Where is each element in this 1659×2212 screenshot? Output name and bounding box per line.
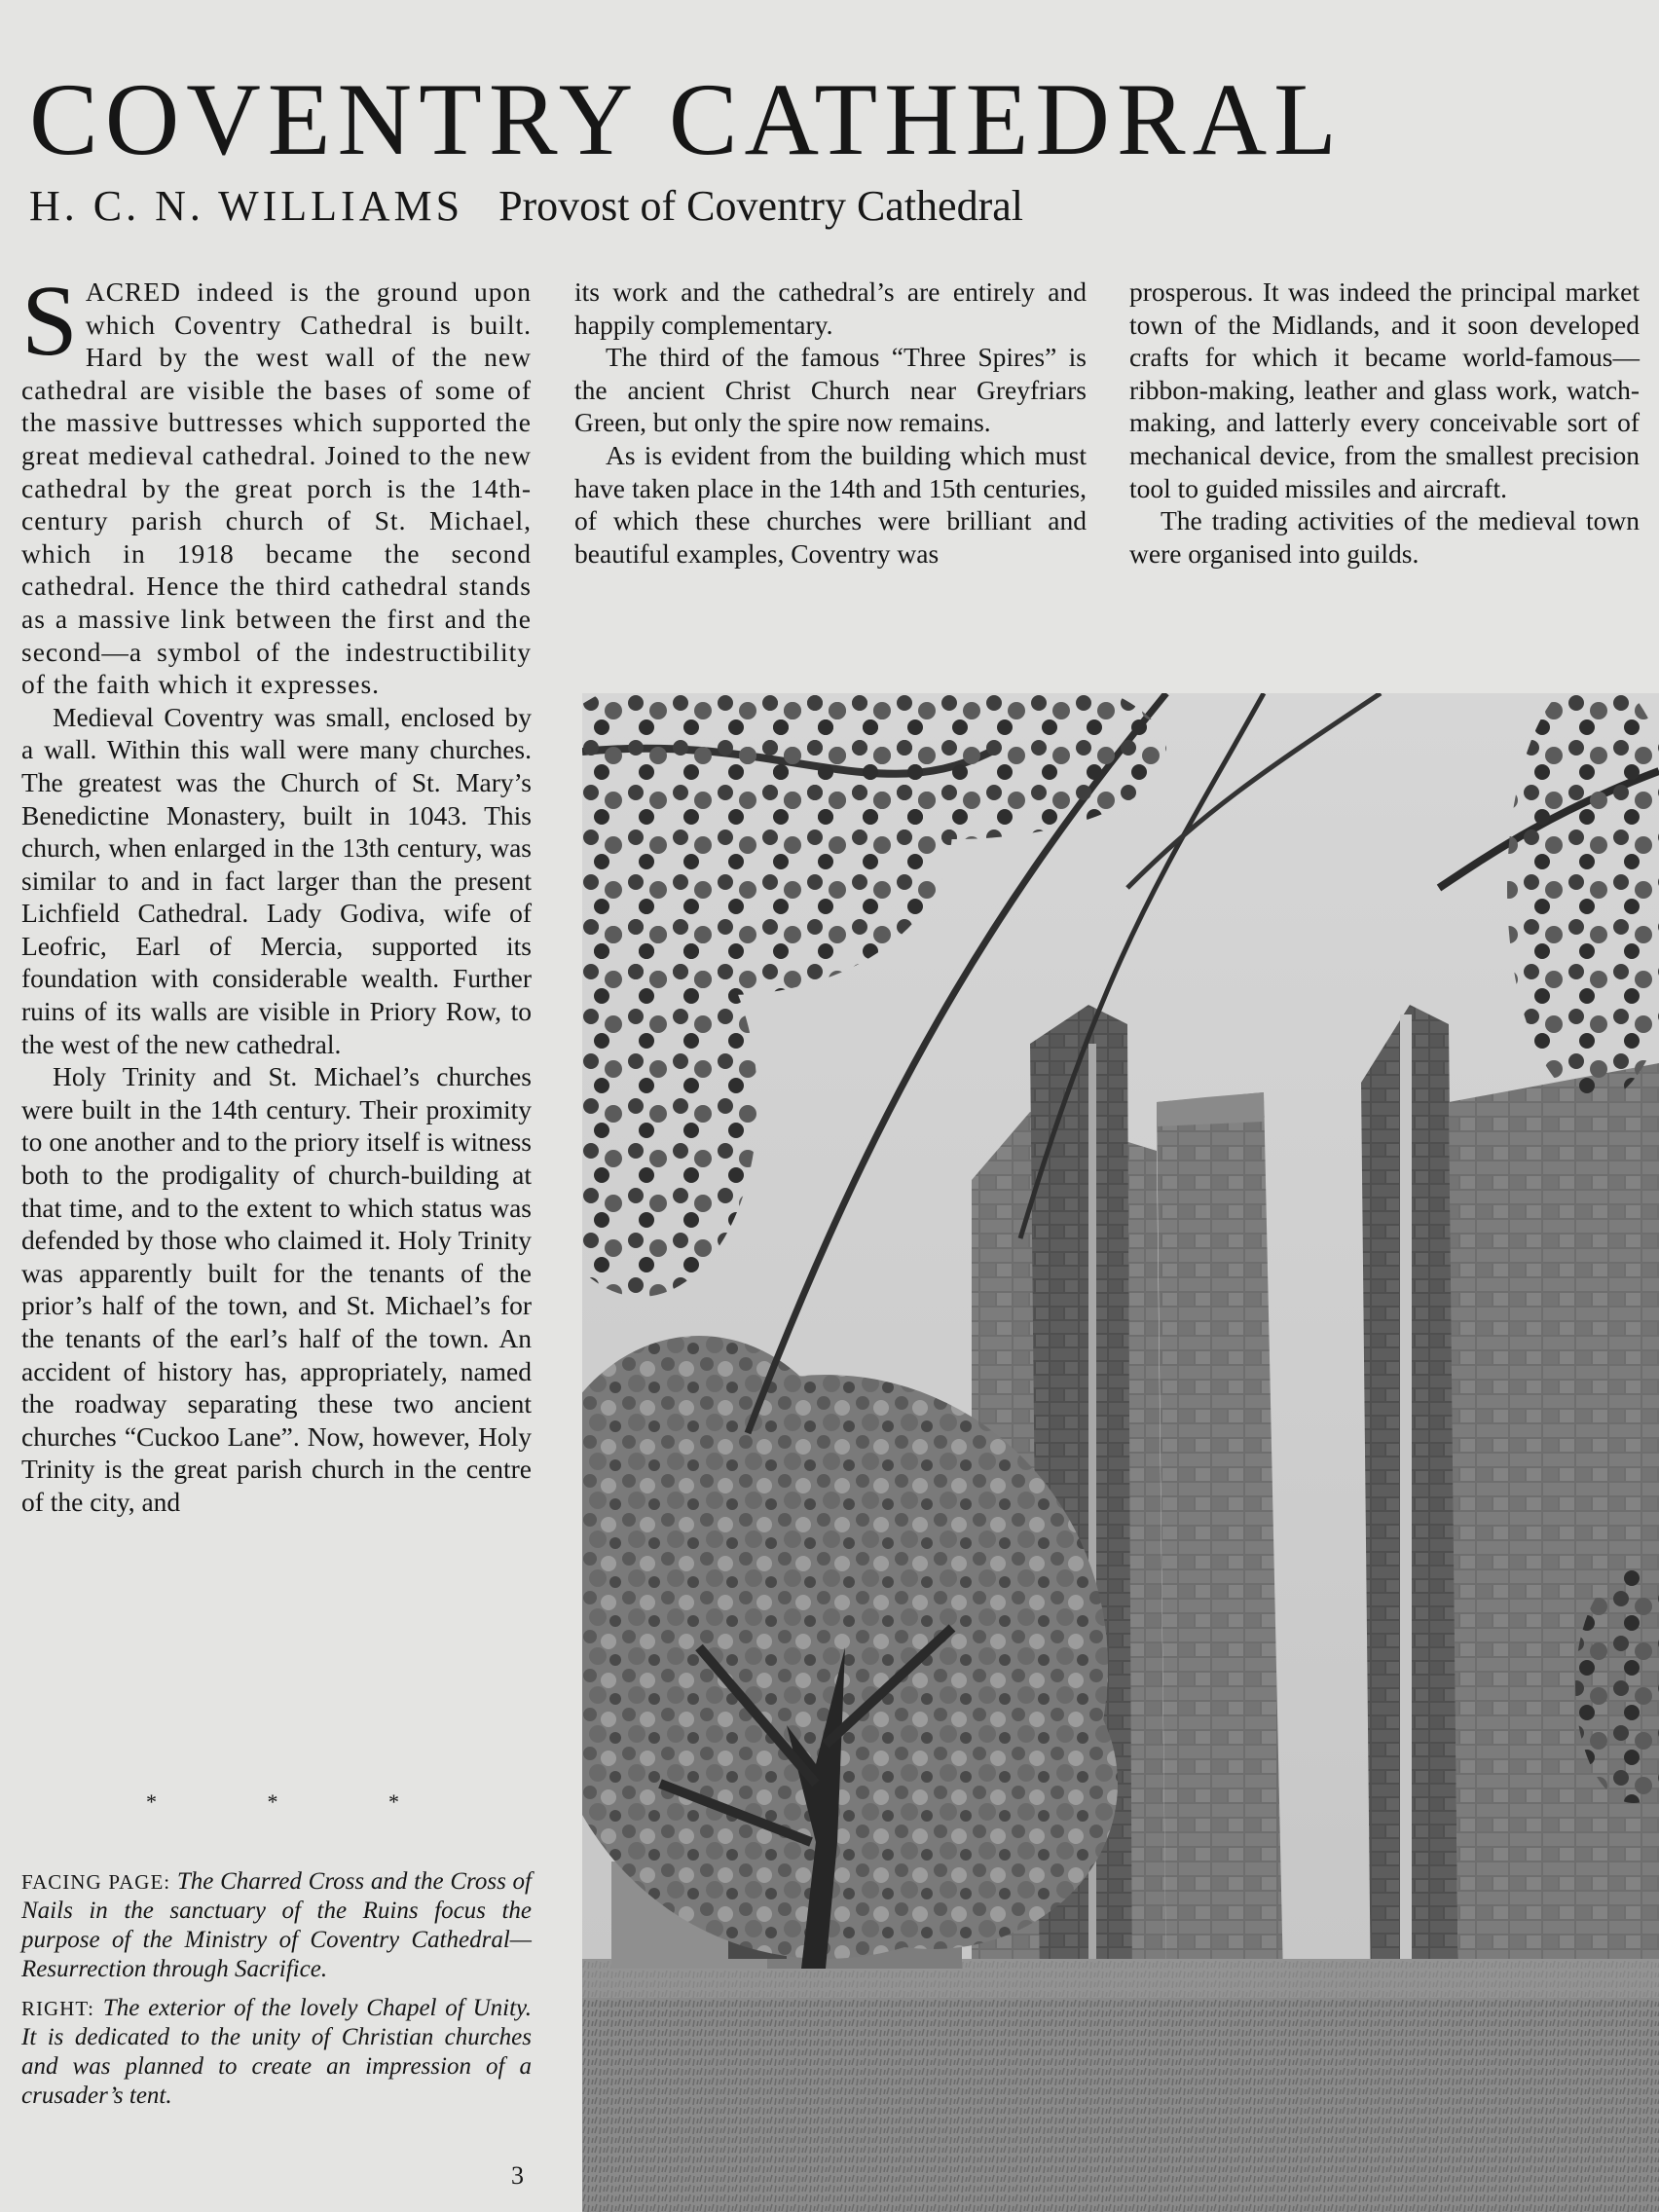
paragraph: As is evident from the building which must have taken place in the 14th and 15th centuries, of which these churches were brilliant and beautiful examples, Coventry was	[574, 439, 1087, 569]
byline	[29, 182, 1023, 230]
drop-cap: S	[21, 265, 78, 377]
paragraph: Holy Trinity and St. Michael’s churches were built in the 14th century. Their proximity to one another and to the priory itself is witness both to the prodigality of church-building at that time, and to the extent to which status was defended by those who claimed it. Holy Trinity was apparently built for the tenants of the prior’s half of the town, and St. Michael’s for the tenants of the earl’s half of the town. An accident of history has, appropriately, named the roadway separating these two ancient churches “Cuckoo Lane”. Now, however, Holy Trinity is the great parish church in the centre of the city, and	[21, 1061, 532, 1517]
caption-label: FACING PAGE:	[21, 1870, 171, 1894]
paragraph-text: ACRED indeed is the ground upon which Coventry Cathedral is built. Hard by the west wall of the new cathedral are visible the bases of some of the massive buttresses which supported the great medieval cathedral. Joined to the new cathedral by the great porch is the 14th-century parish church of St. Michael, which in 1918 became the second cathedral. Hence the third cathedral stands as a massive link between the first and the second—a symbol of the indestructibility of the faith which it expresses.	[21, 276, 532, 700]
column-3	[1129, 276, 1640, 570]
caption-right	[21, 1994, 532, 2111]
column-1	[21, 265, 532, 1519]
paragraph: The trading activities of the medieval town were organised into guilds.	[1129, 505, 1640, 569]
author-role: Provost of Coventry Cathedral	[498, 182, 1023, 230]
column-2	[574, 276, 1087, 570]
photo-chapel-of-unity	[582, 693, 1659, 2212]
paragraph: The third of the famous “Three Spires” is the ancient Christ Church near Greyfriars Green, but only the spire now remains.	[574, 342, 1087, 438]
article-title: COVENTRY CATHEDRAL	[29, 62, 1344, 176]
paragraph: its work and the cathedral’s are entirely and happily complementary.	[574, 276, 1087, 340]
caption-text: The exterior of the lovely Chapel of Unity. It is dedicated to the unity of Christian churches and was planned to create an impression of a crusader’s tent.	[21, 1995, 533, 2109]
separator-star: *	[388, 1789, 399, 1814]
caption-label: RIGHT:	[21, 1997, 94, 2020]
paragraph: Medieval Coventry was small, enclosed by a wall. Within this wall were many churches. The greatest was the Church of St. Mary’s Benedictine Monastery, built in 1043. This church, when enlarged in the 13th century, was similar to and in fact larger than the present Lichfield Cathedral. Lady Godiva, wife of Leofric, Earl of Mercia, supported its foundation with considerable wealth. Further ruins of its walls are visible in Priory Row, to the west of the new cathedral.	[21, 701, 532, 1059]
page-number: 3	[511, 2161, 524, 2190]
caption-text: The Charred Cross and the Cross of Nails in the sanctuary of the Ruins focus the purpose of the Ministry of Coventry Cathedral—Resurrection through Sacrifice.	[21, 1868, 532, 1982]
paragraph: prosperous. It was indeed the principal market town of the Midlands, and it soon developed crafts for which it became world-famous—ribbon-making, leather and glass work, watch-making, and latterly every conceivable sort of mechanical device, from the smallest precision tool to guided missiles and aircraft.	[1129, 276, 1640, 503]
author-name: H. C. N. WILLIAMS	[29, 182, 464, 230]
separator-star: *	[267, 1789, 278, 1814]
section-separator	[146, 1789, 399, 1815]
separator-star: *	[146, 1789, 157, 1814]
caption-facing-page	[21, 1867, 532, 1984]
paragraph-opening	[21, 265, 532, 701]
chapel-photo-illustration	[582, 693, 1659, 2212]
photo-captions	[21, 1867, 532, 2120]
